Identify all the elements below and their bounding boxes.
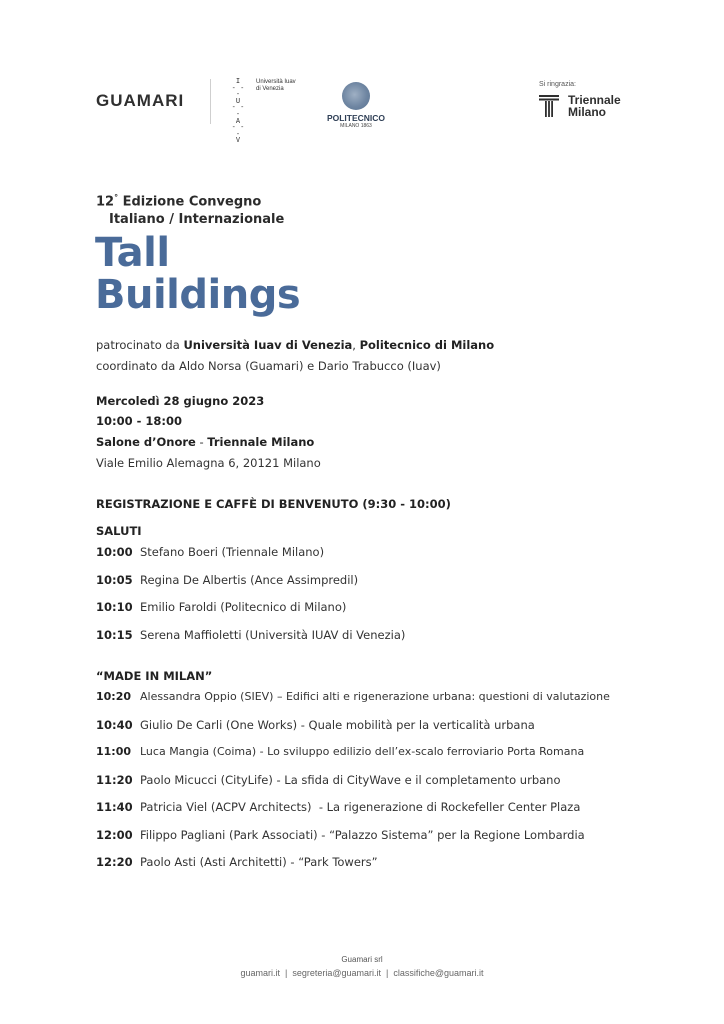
footer-company: Guamari srl <box>341 955 383 964</box>
item-text: Paolo Micucci (CityLife) - La sfida di CityWave e il completamento urbano <box>140 773 561 787</box>
program-item <box>96 690 610 703</box>
item-time: 10:00 <box>96 545 133 559</box>
item-time: 10:10 <box>96 600 133 614</box>
item-text: Giulio De Carli (One Works) - Quale mobilità per la verticalità urbana <box>140 718 535 732</box>
date-text: Mercoledì 28 giugno 2023 <box>96 394 265 408</box>
item-time: 11:40 <box>96 800 133 814</box>
iuav-name-line: di Venezia <box>256 86 284 92</box>
event-title <box>95 232 300 316</box>
program-item <box>96 718 535 732</box>
iuav-letter: U <box>235 96 241 105</box>
section-heading-made-in-milan: “MADE IN MILAN” <box>96 669 213 683</box>
event-title-line1: Tall <box>95 230 170 276</box>
logo-divider <box>210 79 211 124</box>
program-item <box>96 545 324 559</box>
item-text: Patricia Viel (ACPV Architects) - La rigenerazione di Rockefeller Center Plaza <box>140 800 581 814</box>
item-text: Filippo Pagliani (Park Associati) - “Palazzo Sistema” per la Regione Lombardia <box>140 828 585 842</box>
venue-place: Triennale Milano <box>207 435 315 449</box>
iuav-letter: A <box>235 116 241 125</box>
thanks-label: Si ringrazia: <box>539 81 576 88</box>
patronage-org: Università Iuav di Venezia <box>183 338 353 352</box>
program-item <box>96 773 561 787</box>
program-item <box>96 573 358 587</box>
hours-text: 10:00 - 18:00 <box>96 414 182 428</box>
patronage-prefix: patrocinato da <box>96 338 184 352</box>
triennale-logo-icon <box>539 95 559 117</box>
event-hours <box>96 414 182 428</box>
iuav-letter: V <box>235 136 241 145</box>
footer-contacts: guamari.it | segreteria@guamari.it | classifiche@guamari.it <box>240 968 484 978</box>
iuav-letter: I <box>235 77 241 85</box>
triennale-line: Milano <box>568 105 606 119</box>
event-venue <box>96 435 314 449</box>
item-text: Regina De Albertis (Ance Assimpredil) <box>140 573 359 587</box>
event-date <box>96 394 264 408</box>
item-time: 11:20 <box>96 773 133 787</box>
item-text: Alessandra Oppio (SIEV) – Edifici alti e rigenerazione urbana: questioni di valutazione <box>140 690 610 703</box>
section-heading-saluti: SALUTI <box>96 524 142 538</box>
triennale-logo-text <box>568 94 621 118</box>
program-item <box>96 628 405 642</box>
event-title-line2: Buildings <box>95 272 301 318</box>
program-item <box>96 800 580 814</box>
politecnico-seal-icon <box>342 82 370 110</box>
item-time: 11:00 <box>96 745 132 758</box>
edition-heading <box>96 189 284 229</box>
program-item <box>96 855 378 869</box>
program-item <box>96 600 346 614</box>
iuav-logo-mark <box>231 78 245 144</box>
item-text: Paolo Asti (Asti Architetti) - “Park Towers” <box>140 855 378 869</box>
edition-degree: ° <box>114 193 119 202</box>
politecnico-subtitle: MILANO 1863 <box>340 123 372 129</box>
coordinators-line: coordinato da Aldo Norsa (Guamari) e Dario Trabucco (Iuav) <box>96 359 441 373</box>
iuav-name-line: Università Iuav <box>256 79 296 85</box>
item-text: Serena Maffioletti (Università IUAV di Venezia) <box>140 628 406 642</box>
item-time: 10:05 <box>96 573 133 587</box>
item-time: 12:20 <box>96 855 133 869</box>
item-text: Luca Mangia (Coima) - Lo sviluppo edilizio dell’ex-scalo ferroviario Porta Romana <box>140 745 585 758</box>
iuav-dash: - - - <box>231 103 245 118</box>
edition-number: 12 <box>96 194 115 210</box>
item-time: 12:00 <box>96 828 133 842</box>
registration-heading: REGISTRAZIONE E CAFFÈ DI BENVENUTO (9:30 - 10:00) <box>96 497 451 511</box>
iuav-name <box>256 79 296 93</box>
patronage-line <box>96 338 494 352</box>
item-text: Emilio Faroldi (Politecnico di Milano) <box>140 600 347 614</box>
triennale-line: Triennale <box>568 93 621 107</box>
edition-line1: Edizione Convegno <box>122 194 262 210</box>
item-text: Stefano Boeri (Triennale Milano) <box>140 545 325 559</box>
patronage-org: Politecnico di Milano <box>359 338 495 352</box>
program-item <box>96 828 585 842</box>
edition-line2: Italiano / Internazionale <box>109 212 285 228</box>
item-time: 10:15 <box>96 628 133 642</box>
program-item <box>96 745 584 758</box>
item-time: 10:20 <box>96 690 132 703</box>
item-time: 10:40 <box>96 718 133 732</box>
event-address: Viale Emilio Alemagna 6, 20121 Milano <box>96 456 321 470</box>
guamari-logo: GUAMARI <box>96 91 185 110</box>
patronage-separator: , <box>352 338 360 352</box>
venue-room: Salone d’Onore <box>96 435 196 449</box>
iuav-dash: - - - <box>231 123 245 138</box>
venue-separator: - <box>195 435 208 449</box>
iuav-dash: - - - <box>231 83 245 99</box>
politecnico-name: POLITECNICO <box>326 113 386 123</box>
